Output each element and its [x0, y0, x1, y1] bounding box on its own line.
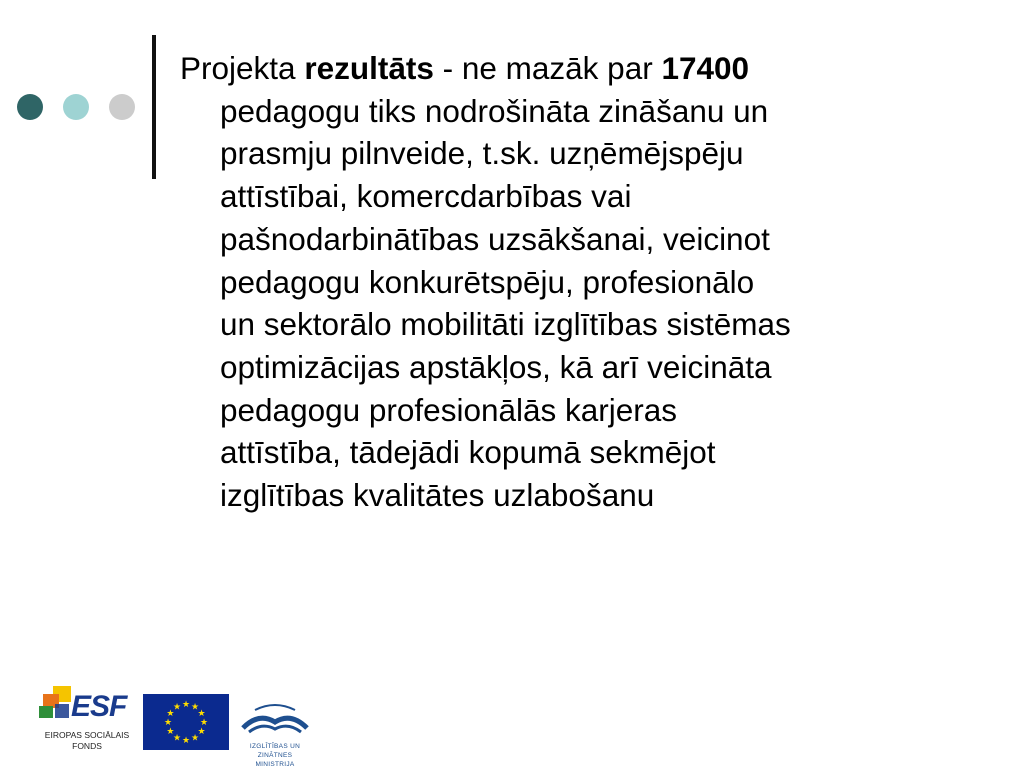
eu-star-icon: ★ — [190, 732, 200, 743]
para-intro: Projekta — [180, 50, 305, 86]
eu-star-icon: ★ — [190, 701, 200, 712]
para-bold-number: 17400 — [661, 50, 750, 86]
para-rest: pedagogu tiks nodrošināta zināšanu un prasmju pilnveide, t.sk. uzņēmējspēju attīstībai, komercdarbības vai pašnodarbinātības uzsākšanai, veicinot pedagogu konkurētspēju, profesionālo un sektorālo mobilitāti izglītības sistēmas optimizācijas apstākļos, kā arī veicināta pedagogu profesionālās karjeras attīstība, tādejādi kopumā sekmējot izglītības kvalitātes uzlabošanu — [220, 92, 791, 514]
esf-subtitle — [37, 730, 137, 752]
esf-acronym: ESF — [71, 690, 127, 723]
dot-gray — [109, 94, 135, 120]
esf-logo — [37, 684, 137, 764]
eu-stars — [143, 694, 229, 750]
eu-star-icon: ★ — [166, 708, 175, 718]
dot-dark-teal — [17, 94, 43, 120]
eu-star-icon: ★ — [172, 732, 182, 743]
ministry-line1: IZGLĪTĪBAS — [249, 743, 288, 750]
ministry-line2: ZINĀTNES — [257, 752, 293, 759]
eu-star-icon: ★ — [163, 717, 173, 727]
ministry-line3: MINISTRIJA — [255, 761, 295, 768]
ministry-logo — [235, 698, 315, 768]
eu-star-icon: ★ — [199, 717, 209, 727]
dot-light-teal — [63, 94, 89, 120]
slide-content — [180, 47, 980, 517]
eu-star-icon: ★ — [181, 699, 191, 709]
vertical-divider — [152, 35, 156, 179]
eu-flag-icon — [143, 694, 229, 750]
esf-subtitle-line2: FONDS — [72, 741, 102, 751]
ministry-conj: UN — [290, 743, 301, 750]
para-mid: - ne mazāk par — [433, 50, 662, 86]
decorative-dots — [17, 94, 135, 120]
open-book-icon — [235, 698, 315, 740]
eu-star-icon: ★ — [197, 726, 206, 736]
eu-star-icon: ★ — [181, 735, 191, 745]
esf-subtitle-line1: EIROPAS SOCIĀLAIS — [44, 730, 130, 740]
para-bold-result: rezultāts — [304, 50, 434, 86]
bullet-paragraph — [180, 47, 980, 517]
ministry-name — [235, 742, 315, 768]
eu-star-icon: ★ — [197, 708, 206, 718]
eu-star-icon: ★ — [172, 701, 182, 712]
eu-star-icon: ★ — [166, 726, 175, 736]
